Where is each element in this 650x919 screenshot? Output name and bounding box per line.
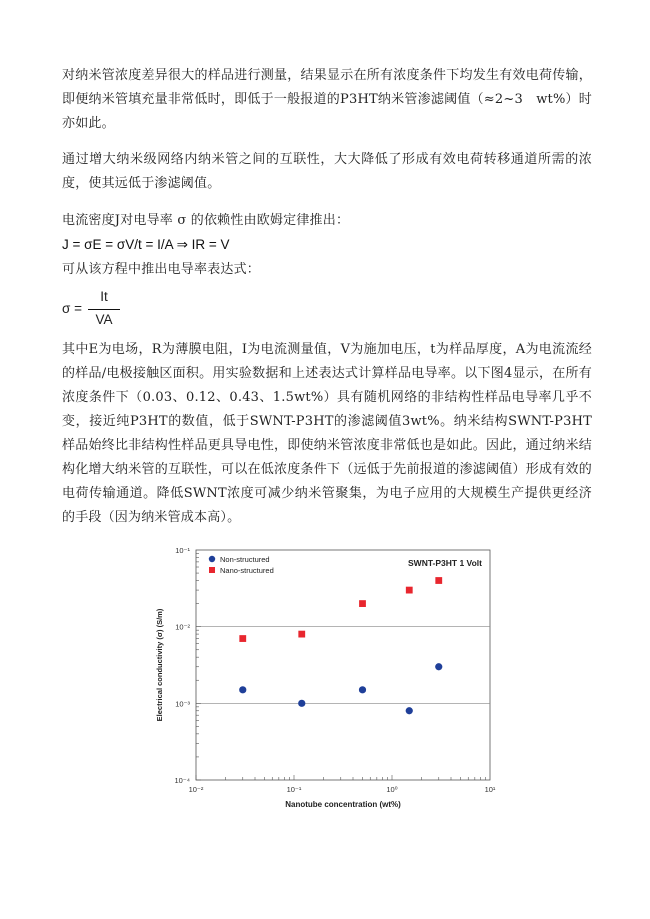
data-point-nano-structured [359, 600, 366, 607]
equation-conductivity [62, 289, 122, 333]
data-point-non-structured [359, 686, 366, 693]
legend-marker-square [209, 567, 215, 573]
equation-numerator: It [100, 289, 108, 304]
chart-title: SWNT-P3HT 1 Volt [408, 558, 482, 568]
paragraph-measurement: 对纳米管浓度差异很大的样品进行测量，结果显示在所有浓度条件下均发生有效电荷传输，即便纳米管填充量非常低时，即低于一般报道的P3HT纳米管渗滤阈值（≈2~3 wt%）时亦如此。 [62, 68, 592, 131]
equation-denominator: VA [95, 312, 113, 327]
legend-label: Non-structured [220, 555, 270, 564]
data-point-nano-structured [298, 631, 305, 638]
conductivity-chart [150, 540, 510, 820]
equation-lhs: σ = [62, 301, 82, 316]
paragraph-results: 其中E为电场，R为薄膜电阻，I为电流测量值，V为施加电压，t为样品厚度，A为电流流经的样品/电极接触区面积。用实验数据和上述表达式计算样品电导率。以下图4显示，在所有浓度条件下（0.03、0.12、0.43、1.5wt%）具有随机网络的非结构性样品电导率几乎不变，接近纯P3HT的数值，低于SWNT-P3HT的渗滤阈值3wt%。纳米结构SWNT-P3HT样品始终比非结构性样品更具导电性，即使纳米管浓度非常低也是如此。因此，通过纳米结构化增大纳米管的互联性，可以在低浓度条件下（远低于先前报道的渗滤阈值）形成有效的电荷传输通道。降低SWNT浓度可减少纳米管聚集，为电子应用的大规模生产提供更经济的手段（因为纳米管成本高）。 [62, 342, 592, 525]
equation-ohm-law: J = σE = σV/t = I/A ⇒ IR = V [62, 237, 230, 252]
x-tick-label: 10¹ [484, 785, 496, 794]
data-point-non-structured [239, 686, 246, 693]
data-point-non-structured [435, 663, 442, 670]
data-point-non-structured [298, 700, 305, 707]
data-point-nano-structured [435, 577, 442, 584]
paragraph-interconnectivity: 通过增大纳米级网络内纳米管之间的互联性，大大降低了形成有效电荷转移通道所需的浓度，使其远低于渗滤阈值。 [62, 152, 592, 191]
paragraph-ohm-law-intro: 电流密度J对电导率 σ 的依赖性由欧姆定律推出： [62, 213, 350, 228]
legend-marker-circle [209, 556, 215, 562]
x-tick-label: 10⁰ [386, 785, 398, 794]
y-tick-label: 10⁻² [175, 622, 190, 632]
legend-label: Nano-structured [220, 566, 274, 575]
paragraph-conductivity-expression: 可从该方程中推出电导率表达式： [62, 262, 261, 277]
x-tick-label: 10⁻² [188, 785, 204, 794]
y-tick-label: 10⁻¹ [175, 546, 190, 555]
x-tick-label: 10⁻¹ [286, 785, 302, 794]
data-point-nano-structured [239, 635, 246, 642]
data-point-non-structured [406, 707, 413, 714]
x-axis-label: Nanotube concentration (wt%) [285, 800, 401, 809]
plot-frame [196, 550, 490, 780]
data-point-nano-structured [406, 587, 413, 594]
y-tick-label: 10⁻³ [175, 699, 190, 709]
fraction-bar [88, 309, 120, 310]
y-axis-label: Electrical conductivity (σ) (S/m) [155, 608, 164, 722]
y-tick-label: 10⁻⁴ [174, 776, 190, 785]
